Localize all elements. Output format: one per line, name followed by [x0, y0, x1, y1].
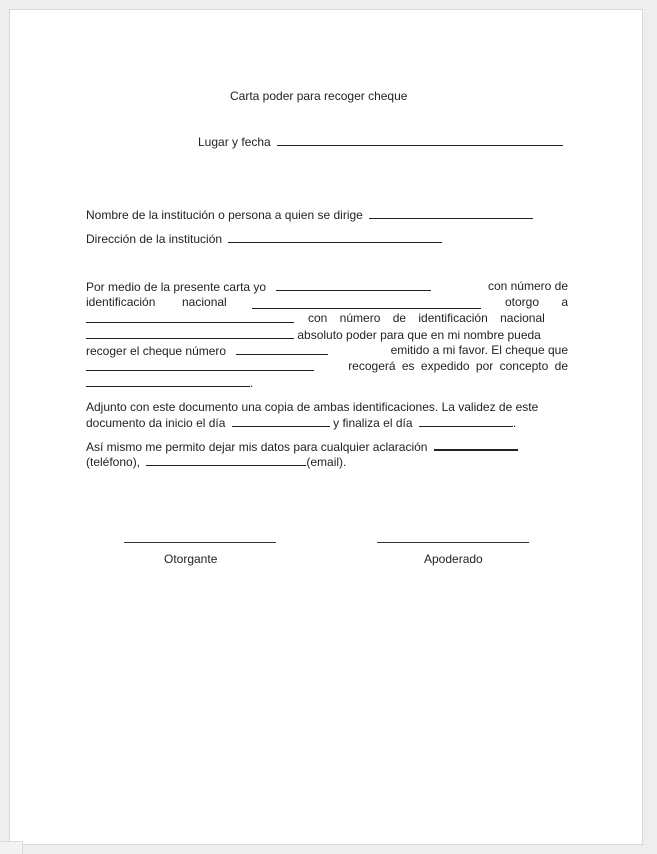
place-date-blank[interactable] — [277, 134, 563, 146]
phone-label: (teléfono), — [86, 455, 141, 469]
institution-row — [86, 207, 533, 223]
p1-l5-b: emitido a mi favor. El cheque que — [390, 343, 568, 357]
paragraph-3-line-2 — [86, 454, 346, 470]
institution-label: Nombre de la institución o persona a quien se dirige — [86, 208, 363, 222]
attorney-label: Apoderado — [424, 552, 483, 566]
address-label: Dirección de la institución — [86, 232, 223, 246]
p1-l5-a: recoger el cheque número — [86, 344, 227, 358]
p1-l2-c: otorgo — [505, 295, 540, 309]
p1-l6-text: recogerá es expedido por concepto de — [348, 359, 568, 373]
paragraph-1-line-5 — [86, 343, 568, 359]
place-date-row — [198, 134, 563, 150]
grantor-label: Otorgante — [164, 552, 218, 566]
p1-text-2: con número de — [487, 279, 568, 293]
document-title: Carta poder para recoger cheque — [230, 89, 408, 103]
p2-l2-c: . — [512, 416, 517, 430]
p1-id-blank[interactable] — [252, 297, 481, 309]
attorney-signature-line[interactable] — [377, 542, 529, 543]
paragraph-1-line-7 — [86, 375, 568, 391]
p1-l2-a: identificación — [86, 295, 156, 309]
grantor-signature-line[interactable] — [124, 542, 276, 543]
p1-recipient-blank[interactable] — [86, 311, 294, 323]
p1-l2-b: nacional — [182, 295, 227, 309]
p1-l3-text: con número de identificación nacional — [308, 311, 545, 325]
paragraph-3-line-1 — [86, 438, 518, 455]
p1-l7-period: . — [250, 376, 254, 390]
paragraph-1-line-1 — [86, 279, 568, 295]
paragraph-1-line-4 — [86, 327, 568, 343]
address-row — [86, 231, 442, 247]
p2-l2-a: documento da inicio el día — [86, 416, 226, 430]
p1-text-1: Por medio de la presente carta yo — [86, 280, 267, 294]
cheque-number-blank[interactable] — [236, 343, 328, 355]
email-label: (email). — [306, 455, 347, 469]
phone-email-blank[interactable] — [146, 454, 306, 466]
end-date-blank[interactable] — [419, 415, 513, 427]
place-date-label: Lugar y fecha — [198, 135, 271, 149]
viewer-corner-control — [0, 841, 23, 854]
paragraph-1-line-6 — [86, 359, 568, 375]
p1-name-blank[interactable] — [276, 279, 431, 291]
p1-l2-d: a — [561, 295, 568, 309]
p1-l4-text: absoluto poder para que en mi nombre pueda — [297, 328, 541, 342]
start-date-blank[interactable] — [232, 415, 330, 427]
paragraph-1-line-3 — [86, 311, 568, 327]
p1-recipient-id-blank[interactable] — [86, 327, 294, 339]
paragraph-2-line-1: Adjunto con este documento una copia de ambas identificaciones. La validez de este — [86, 400, 539, 414]
institution-blank[interactable] — [369, 207, 533, 219]
clarification-blank[interactable] — [434, 438, 518, 451]
cheque-concept-blank-1[interactable] — [86, 359, 314, 371]
address-blank[interactable] — [228, 231, 442, 243]
cheque-concept-blank-2[interactable] — [86, 375, 250, 387]
document-page — [9, 9, 643, 845]
paragraph-2-line-2 — [86, 415, 516, 431]
p3-l1-text: Así mismo me permito dejar mis datos para cualquier aclaración — [86, 440, 428, 454]
p2-l2-b: y finaliza el día — [333, 416, 413, 430]
